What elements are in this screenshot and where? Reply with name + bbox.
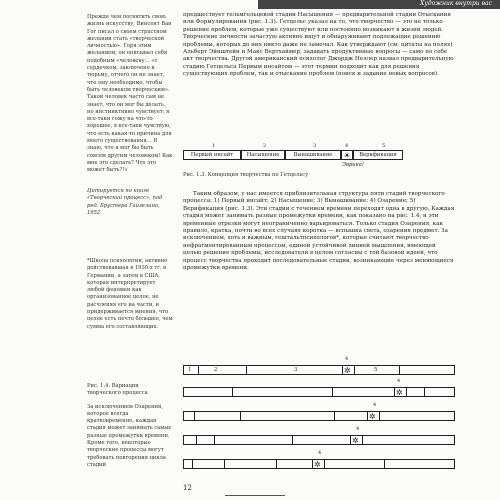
figure-1-3-stages bbox=[183, 150, 403, 160]
variation-bar-3 bbox=[183, 411, 455, 421]
bar4-star-icon: ✲ bbox=[352, 436, 359, 445]
bar1-label-3: 3 bbox=[294, 367, 298, 373]
bar1-label-1: 1 bbox=[188, 367, 192, 373]
bottom-rule bbox=[225, 495, 285, 496]
sidebar-quote bbox=[87, 14, 173, 175]
variation-bar-1 bbox=[183, 365, 455, 375]
eureka-label: Эврика! bbox=[342, 162, 364, 168]
figure-1-4-caption: Рис. 1.4. Вариации творческого процесса За исключением Озарения, которое всегда кратковременно, каждая стадия может занимать самые разные промежутки времени. Кроме того, некоторые творческие процессы могут требовать повторения цикла стадий bbox=[87, 383, 172, 468]
figure-1-3-caption: Рис. 1.3. Концепция творчества по Гетцельсу bbox=[183, 172, 309, 178]
stage-number-5: 5 bbox=[382, 143, 386, 149]
bar1-label-2: 2 bbox=[214, 367, 218, 373]
bar2-number-4: 4 bbox=[397, 378, 401, 384]
bar1-label-5: 5 bbox=[374, 367, 378, 373]
page-number: 12 bbox=[183, 484, 192, 492]
stage-box-5: Верификация bbox=[353, 150, 403, 160]
stage-number-2: 2 bbox=[263, 143, 267, 149]
header-bar bbox=[258, 0, 500, 9]
body-paragraph-1: предшествует гельмгольцевой стадии Насыщения — предварительной стадии Отыскания или Формулирования (рис. 1.3). Гетцельс указал на то, что творчество — это не только решение проблем, которые уже существуют или постоянно возникают в жизни людей. Творческие личности зачастую активно ищут и обнаруживают подлежащие решению проблемы, которых до них никто даже не замечал. Как утверждают (см. цитаты на полях) Альберт Эйнштейн и Макс Вертхаймер, задавать продуктивные вопросы — само по себе акт творчества. Другой американский психолог Джордж Неллер назвал предварительную стадию Гетцельса Первым инсайтом — этот термин подходит как для решения существующих проблем, так и отыскание проблем (поиск и задание новых вопросов). bbox=[183, 12, 454, 78]
bar1-number-4: 4 bbox=[345, 356, 349, 362]
bar5-star-icon: ✲ bbox=[314, 460, 321, 469]
stage-box-1: Первый инсайт bbox=[183, 150, 241, 160]
bar3-star-icon: ✲ bbox=[369, 412, 376, 421]
quote-text: Прежде чем посвятить свою жизнь искусству, Винсент Ван Гог писал о своем страстном желании стать «творческой личностью». Горя этим желанием, он описывал себя подобным «человеку... «с сердечком, заключено в тюрьму, отчего он не знает, что ему необходимо, чтобы быть человеком творческим». Такой человек часто сам не знает, что он мог бы делать, но инстинктивно чувствует: я все-таки гожу на что-то хорошее, я все-таки чувствую, что есть какая-то причина для моего существования... Я знаю, что я мог бы быть совсем другим человеком! Как мне это сделать? Что это может быть?!» bbox=[87, 14, 173, 174]
body-paragraph-2: Таким образом, у нас имеется приблизительная структура пяти стадий творческого процесса: 1) Первый инсайт; 2) Насыщение; 3) Вынашивание; 4) Озарение; 5) Верификация (рис. 1.3). Эти стадии с течением времени переходят одна в другую. Каждая стадия может занимать разные промежутки времени, как показано на рис. 1.4, и эти временные отрезки могут неограниченно варьироваться. Только стадия Озарения, как правило, кратка, почти во всех случаях коротка — вспышка света, озарения предмет. За исключением, хоть и важным, гештальтпсихологов*, которые считают творчество нефрагментированным процессом, единой устойчивой линией мышления, имеющей целью решение проблемы, исследователи в целом согласны с той базовой идеей, что процесс творчества проходит последовательные стадии, возникающие через меняющиеся промежутки времени. bbox=[183, 191, 455, 272]
running-title: Художник внутри вас bbox=[420, 0, 492, 7]
bar2-star-icon: ✲ bbox=[396, 388, 403, 397]
stage-box-3: Вынашивание bbox=[285, 150, 341, 160]
stage-number-1: 1 bbox=[212, 143, 216, 149]
variation-bar-4 bbox=[183, 435, 455, 445]
quote-source: Цитируется по книге «Творческий процесс», под ред. Брустера Гайзелина, 1952 bbox=[87, 188, 163, 216]
variation-bar-2 bbox=[183, 387, 455, 397]
stage-number-3: 3 bbox=[313, 143, 317, 149]
bar4-number-4: 4 bbox=[356, 426, 360, 432]
stage-box-2: Насыщение bbox=[241, 150, 285, 160]
stage-box-4-star-icon: ☀ bbox=[341, 150, 353, 160]
footnote-gestalt: *Школа психологии, активно действовавшая в 1930-х гг. в Германии, а затем в США, которая интерпретирует любой феномен как организованное целое, не расчленяя его на части, и придерживается мнения, что целое есть нечто большее, чем сумма его составляющих. bbox=[87, 258, 173, 330]
figure-1-4-note: За исключением Озарения, которое всегда кратковременно, каждая стадия может занимать самые разные промежутки времени. Кроме того, некоторые творческие процессы могут требовать повторения цикла стадий bbox=[87, 403, 172, 468]
bar5-number-4: 4 bbox=[318, 450, 322, 456]
stage-number-4: 4 bbox=[345, 143, 349, 149]
variation-bar-5 bbox=[183, 459, 455, 469]
bar3-number-4: 4 bbox=[373, 402, 377, 408]
bar1-star-icon: ✲ bbox=[344, 366, 351, 375]
